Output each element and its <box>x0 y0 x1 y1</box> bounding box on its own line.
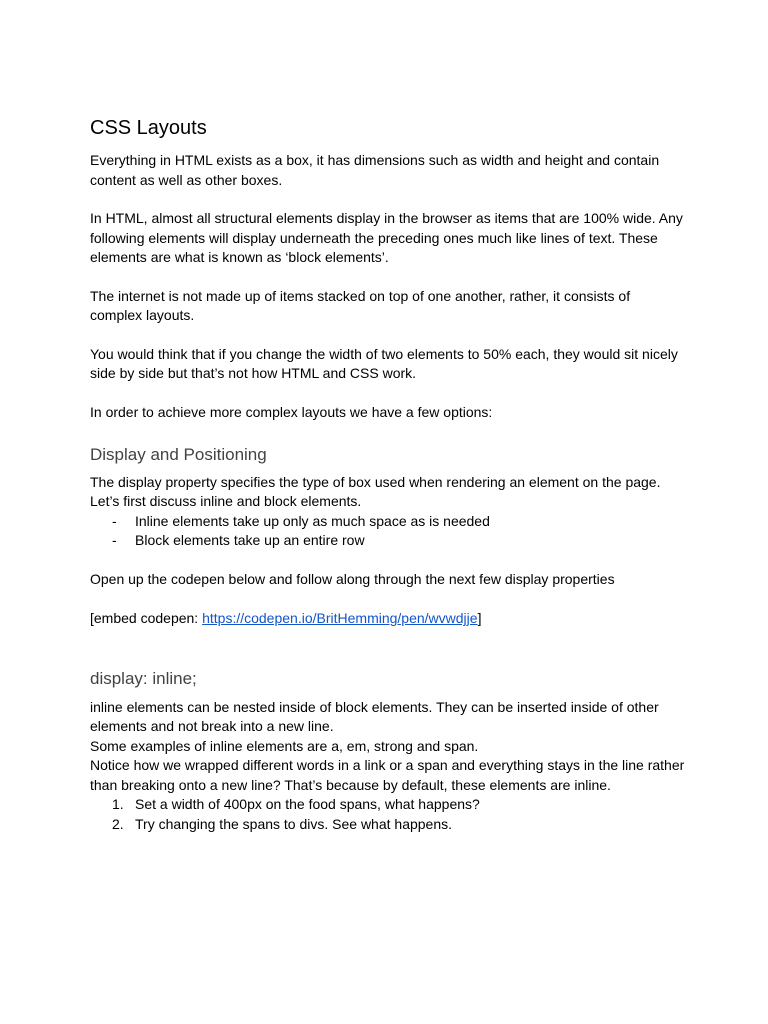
para5: In order to achieve more complex layouts we have a few options: <box>90 404 493 420</box>
codepen-intro: Open up the codepen below and follow along through the next few display properties <box>90 571 615 587</box>
number-marker: 2. <box>112 816 124 832</box>
embed-suffix: ] <box>477 610 482 626</box>
list-item-text: Set a width of 400px on the food spans, what happens? <box>135 796 480 812</box>
section2-line-4: Notice how we wrapped different words in a link or a span and everything stays in the line rather <box>90 757 685 773</box>
para2-line-3: elements are what is known as ‘block elements’. <box>90 249 389 265</box>
section2-line-5: than breaking onto a new line? That’s because by default, these elements are inline. <box>90 777 611 793</box>
document-title: CSS Layouts <box>90 117 207 139</box>
section-heading-display-inline: display: inline; <box>90 669 197 688</box>
number-marker: 1. <box>112 796 124 812</box>
section2-line-3: Some examples of inline elements are a, em, strong and span. <box>90 738 479 754</box>
para4-line-2: side by side but that’s not how HTML and CSS work. <box>90 365 417 381</box>
bullet-marker: - <box>112 532 117 548</box>
para2-line-2: following elements will display underneath the preceding ones much like lines of text. These <box>90 230 658 246</box>
section-heading-display-positioning: Display and Positioning <box>90 445 267 464</box>
para2-line-1: In HTML, almost all structural elements display in the browser as items that are 100% wide. Any <box>90 210 683 226</box>
section1-line-2: Let’s first discuss inline and block elements. <box>90 493 362 509</box>
section2-line-2: elements and not break into a new line. <box>90 718 334 734</box>
list-item-text: Inline elements take up only as much space as is needed <box>135 513 490 529</box>
intro-line-1: Everything in HTML exists as a box, it has dimensions such as width and height and contain <box>90 152 660 168</box>
list-item-text: Block elements take up an entire row <box>135 532 365 548</box>
bullet-marker: - <box>112 513 117 529</box>
para3-line-2: complex layouts. <box>90 307 195 323</box>
intro-line-2: content as well as other boxes. <box>90 172 283 188</box>
embed-codepen-line <box>90 609 481 629</box>
list-item-text: Try changing the spans to divs. See what happens. <box>135 816 453 832</box>
section1-line-1: The display property specifies the type of box used when rendering an element on the page. <box>90 474 661 490</box>
codepen-link[interactable]: https://codepen.io/BritHemming/pen/wvwdjje <box>202 610 478 626</box>
section2-line-1: inline elements can be nested inside of block elements. They can be inserted inside of other <box>90 699 659 715</box>
para3-line-1: The internet is not made up of items stacked on top of one another, rather, it consists of <box>90 288 631 304</box>
para4-line-1: You would think that if you change the width of two elements to 50% each, they would sit nicely <box>90 346 678 362</box>
embed-prefix: [embed codepen: <box>90 610 203 626</box>
